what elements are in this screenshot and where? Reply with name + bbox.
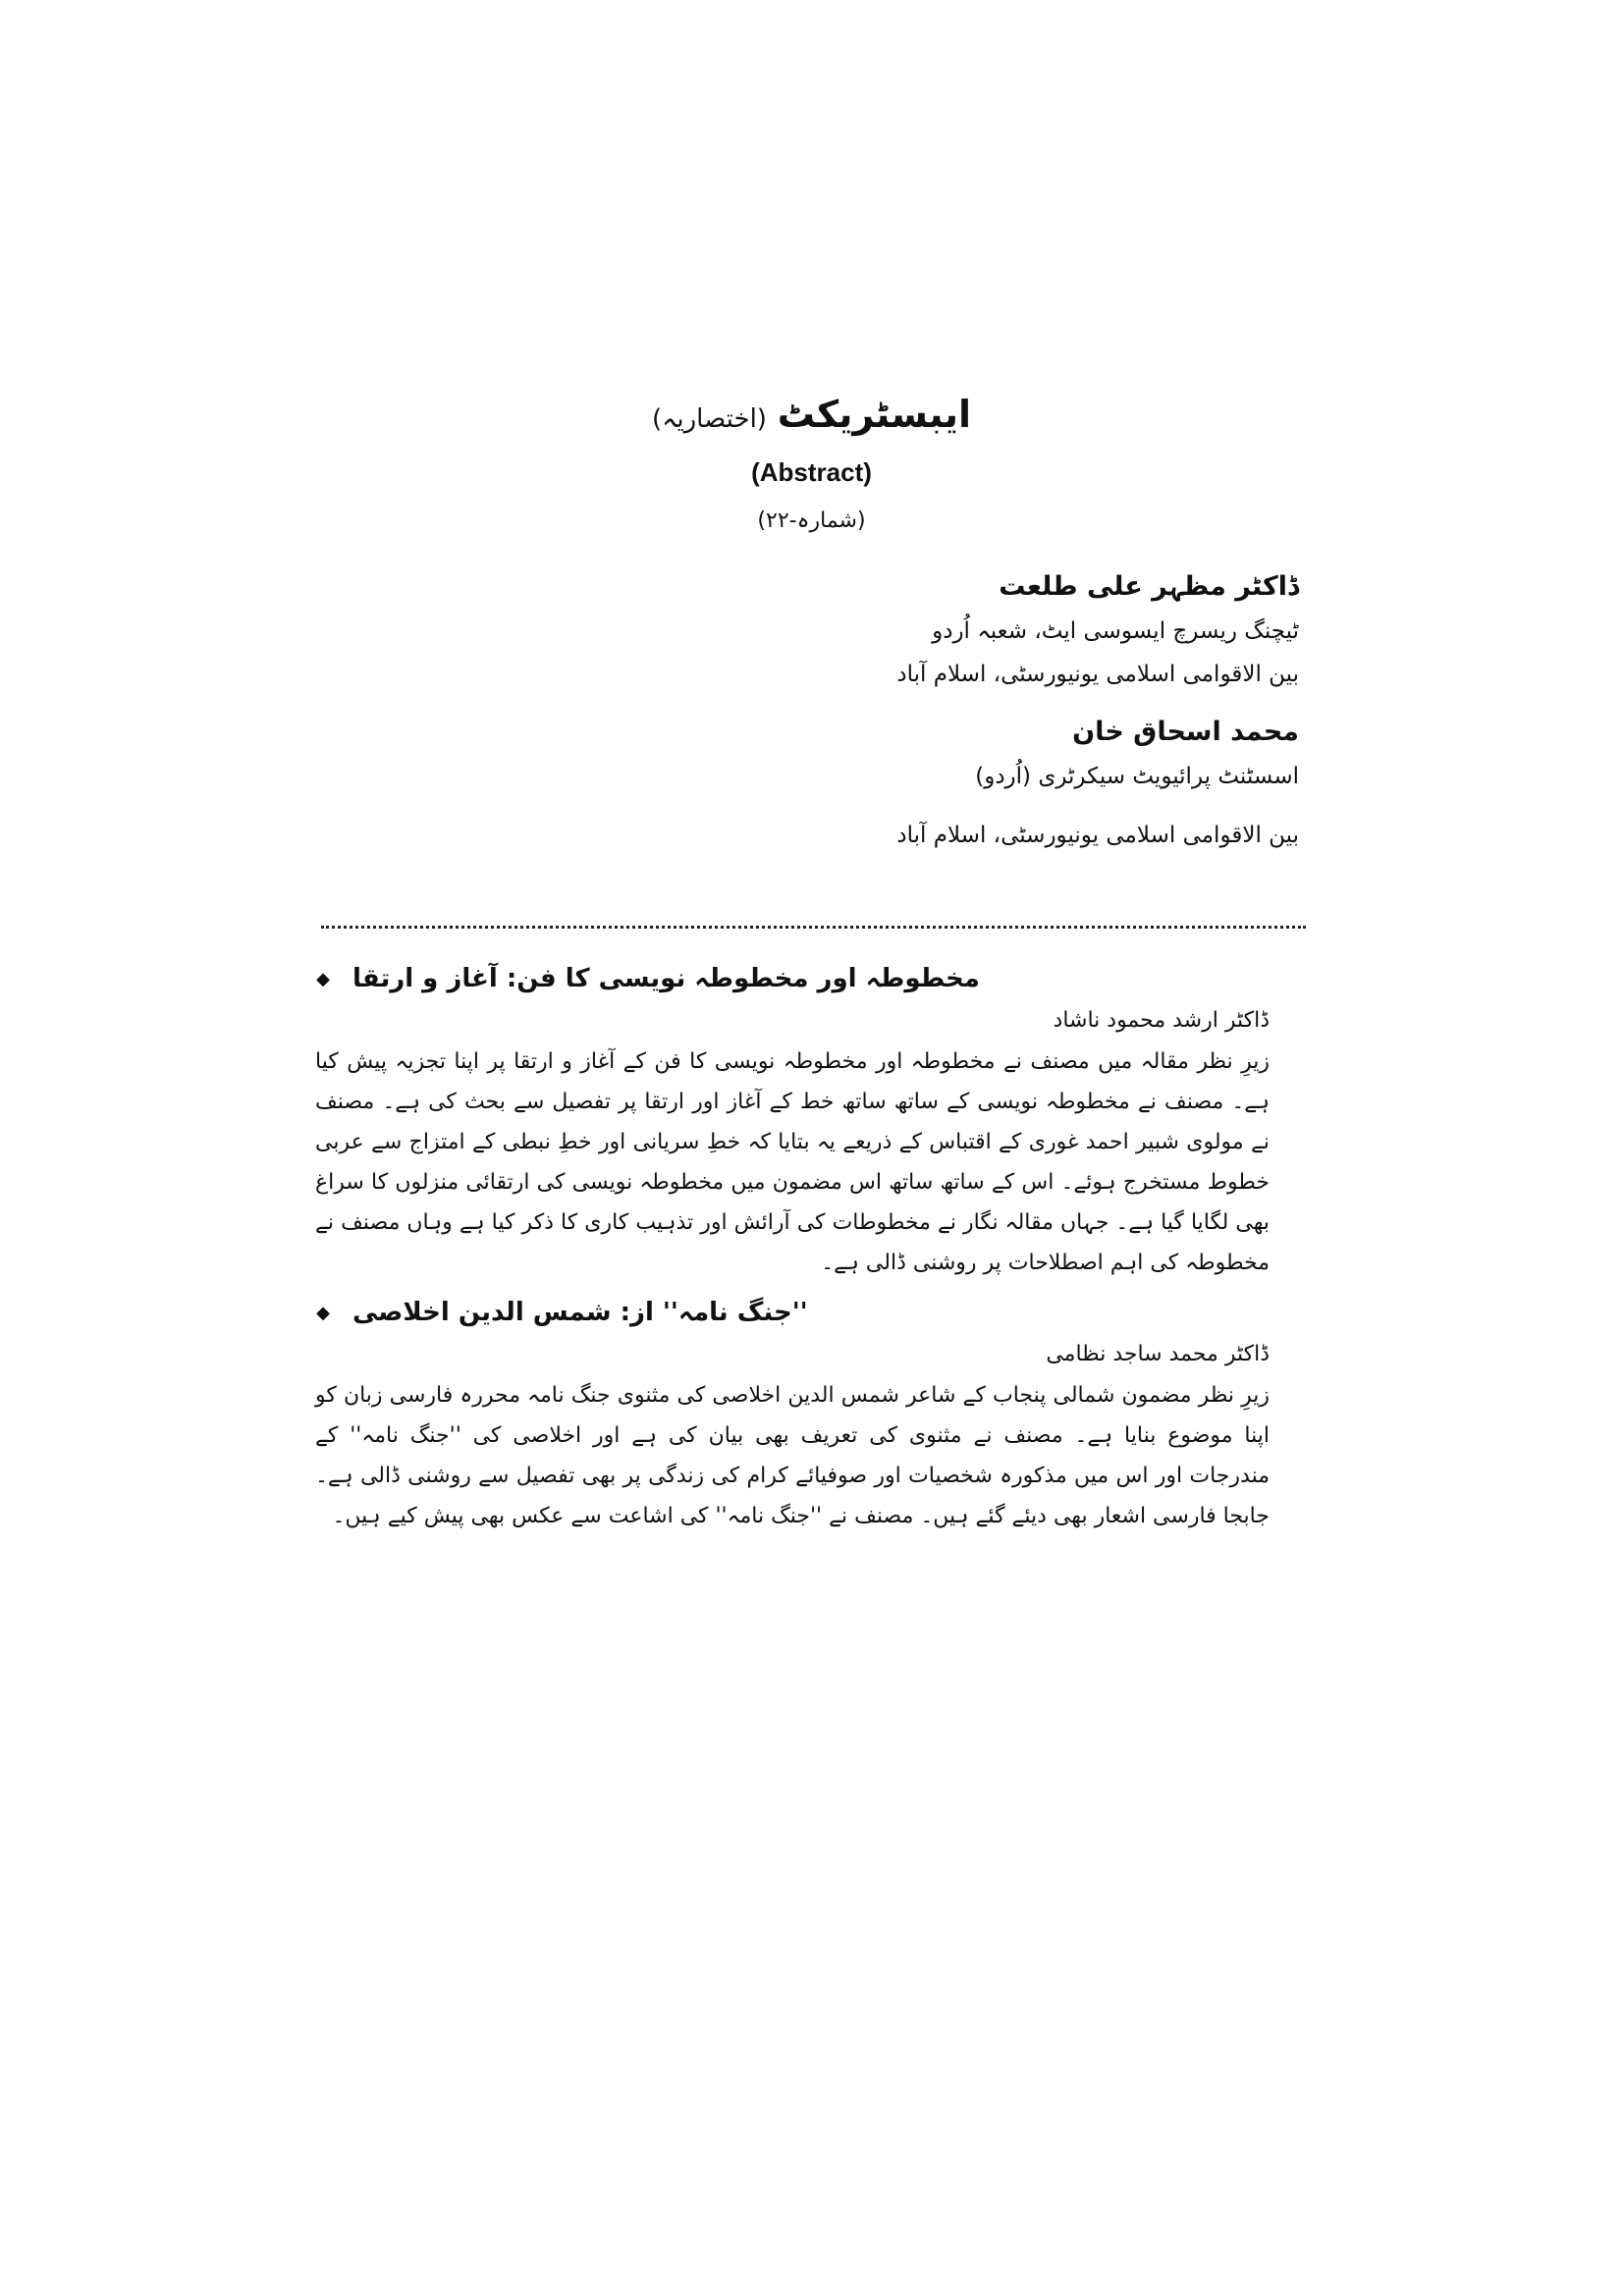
abstract-entry <box>315 1291 1307 1536</box>
author-block <box>612 564 1299 696</box>
entry-body: زیرِ نظر مقالہ میں مصنف نے مخطوطہ اور مخطوطہ نویسی کا فن کے آغاز و ارتقا پر اپنا تجزیہ پیش کیا ہے۔ مصنف نے مخطوطہ نویسی کے ساتھ ساتھ خط کے آغاز اور ارتقا پر تفصیل سے بحث کی ہے۔ مصنف نے مولوی شبیر احمد غوری کے اقتباس کے ذریعے یہ بتایا کہ خطِ سریانی اور خطِ نبطی کے امتزاج سے عربی خطوط مستخرج ہوئے۔ اس کے ساتھ ساتھ اس مضمون میں مخطوطہ نویسی کی ارتقائی منزلوں کا سراغ بھی لگایا گیا ہے۔ جہاں مقالہ نگار نے مخطوطات کی آرائش اور تذہیب کاری کا ذکر کیا ہے وہاں مصنف نے مخطوطہ کی اہم اصطلاحات پر روشنی ڈالی ہے۔ <box>315 1049 1270 1275</box>
title-parenthetical: (اختصاریہ) <box>652 404 767 434</box>
title-bold: ایبسٹریکٹ <box>777 393 971 436</box>
entry-author: ڈاکٹر ارشد محمود ناشاد <box>1053 1008 1270 1033</box>
authors-section <box>612 564 1299 857</box>
entry-body: زیرِ نظر مضمون شمالی پنجاب کے شاعر شمس الدین اخلاصی کی مثنوی جنگ نامہ محررہ فارسی زبان کو اپنا موضوع بنایا ہے۔ مصنف نے مثنوی کی تعریف بھی بیان کی ہے اور اخلاصی کی ''جنگ نامہ'' کے مندرجات اور اس میں مذکورہ شخصیات اور صوفیائے کرام کی زندگی پر بھی تفصیل سے روشنی ڈالی ہے۔ جابجا فارسی اشعار بھی دیئے گئے ہیں۔ مصنف نے ''جنگ نامہ'' کی اشاعت سے عکس بھی پیش کیے ہیں۔ <box>315 1383 1270 1528</box>
author-designation: اسسٹنٹ پرائیویٹ سیکرٹری (اُردو) <box>975 764 1299 789</box>
entry-title: مخطوطہ اور مخطوطہ نویسی کا فن: آغاز و ارتقا <box>352 964 980 993</box>
author-designation: ٹیچنگ ریسرچ ایسوسی ایٹ، شعبہ اُردو <box>932 618 1299 644</box>
page-title <box>0 391 1623 443</box>
entry-title-row <box>315 957 1307 1000</box>
author-name: محمد اسحاق خان <box>1072 717 1299 747</box>
abstract-entries <box>315 957 1307 1544</box>
bullet-diamond-icon: ◆ <box>316 1302 330 1323</box>
title-english: (Abstract) <box>751 457 872 487</box>
dotted-divider <box>321 926 1306 929</box>
entry-author: ڈاکٹر محمد ساجد نظامی <box>1046 1342 1270 1366</box>
issue-number: (شمارہ-۲۲) <box>757 508 866 533</box>
author-name: ڈاکٹر مظہر علی طلعت <box>999 571 1299 602</box>
bullet-diamond-icon: ◆ <box>316 968 330 989</box>
author-block <box>612 710 1299 857</box>
abstract-entry <box>315 957 1307 1283</box>
author-affiliation: بین الاقوامی اسلامی یونیورسٹی، اسلام آباد <box>896 823 1299 848</box>
entry-title: ''جنگ نامہ'' از: شمس الدین اخلاصی <box>352 1298 808 1327</box>
author-affiliation: بین الاقوامی اسلامی یونیورسٹی، اسلام آباد <box>896 662 1299 687</box>
entry-title-row <box>315 1291 1307 1334</box>
